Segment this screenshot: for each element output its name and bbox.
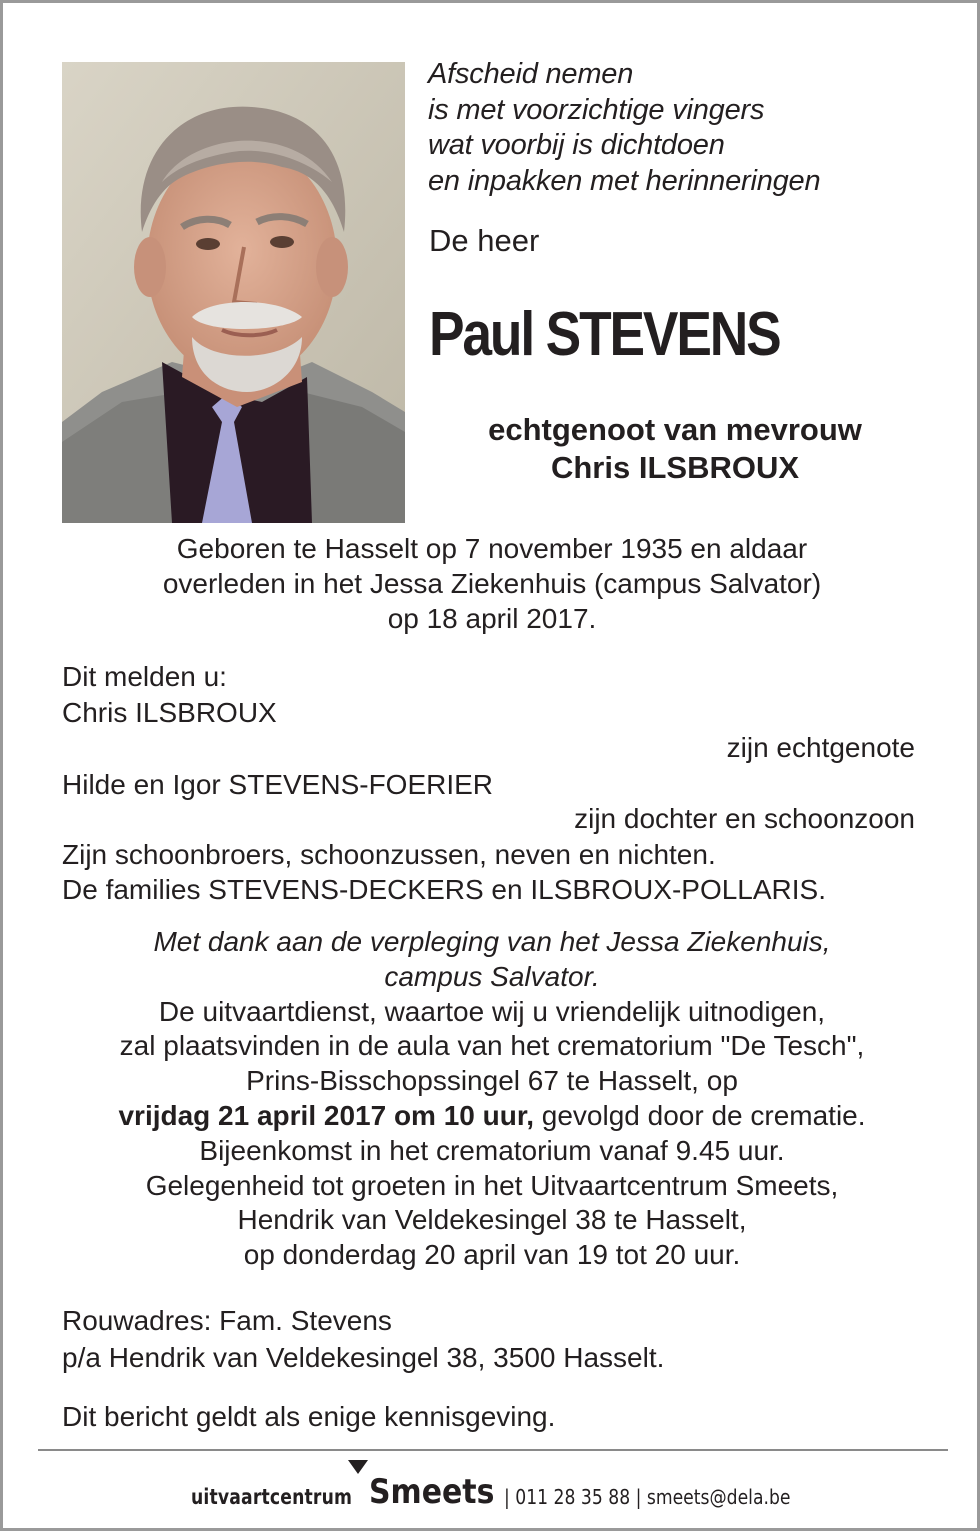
service-line: De uitvaartdienst, waartoe wij u vriendelijk uitnodigen, [158, 995, 826, 1027]
service-line: op donderdag 20 april van 19 tot 20 uur. [243, 1239, 741, 1271]
death-line: overleden in het Jessa Ziekenhuis (campus Salvator) [162, 567, 822, 599]
birth-line: Geboren te Hasselt op 7 november 1935 en aldaar [176, 533, 808, 564]
spouse-line: echtgenoot van mevrouw [488, 412, 862, 447]
spouse-name: Chris ILSBROUX [550, 450, 800, 485]
service-line: Prins-Bisschopssingel 67 te Hasselt, op [246, 1065, 738, 1097]
service-date: vrijdag 21 april 2017 om 10 uur, [118, 1099, 534, 1131]
service-line: zal plaatsvinden in de aula van het crematorium "De Tesch", [119, 1030, 865, 1062]
poem-line: wat voorbij is dichtdoen [428, 129, 725, 161]
deceased-name: Paul STEVENS [429, 300, 780, 369]
service-line: Gelegenheid tot groeten in het Uitvaartcentrum Smeets, [145, 1169, 839, 1201]
service-date-line [3, 1099, 980, 1134]
death-date-line: op 18 april 2017. [387, 602, 597, 634]
announce-other: De families STEVENS-DECKERS en ILSBROUX-POLLARIS. [62, 874, 827, 905]
portrait-photo [62, 62, 405, 523]
poem-line: is met voorzichtige vingers [428, 93, 765, 126]
announce-name: Chris ILSBROUX [62, 697, 277, 728]
poem-line: en inpakken met herinneringen [428, 164, 821, 197]
footer-divider [38, 1449, 948, 1451]
announce-relation: zijn dochter en schoonzoon [574, 803, 915, 834]
footer-prefix: uitvaartcentrum [191, 1485, 353, 1509]
address-line: Rouwadres: Fam. Stevens [62, 1305, 392, 1336]
announce-intro: Dit melden u: [62, 661, 227, 692]
service-date-rest: gevolgd door de crematie. [534, 1099, 866, 1131]
thanks-line: Met dank aan de verpleging van het Jessa Ziekenhuis, [153, 926, 831, 957]
spouse-block [405, 411, 945, 487]
thanks-line: campus Salvator. [384, 960, 600, 992]
triangle-marker-icon [348, 1460, 368, 1474]
honorific: De heer [429, 223, 540, 258]
poem [428, 57, 820, 199]
announce-other: Zijn schoonbroers, schoonzussen, neven en nichten. [62, 839, 716, 870]
notice-line: Dit bericht geldt als enige kennisgeving. [62, 1401, 556, 1432]
poem-line: Afscheid nemen [428, 58, 634, 90]
address-line: p/a Hendrik van Veldekesingel 38, 3500 Hasselt. [62, 1342, 665, 1373]
footer-brand-logo: Smeets [369, 1472, 495, 1512]
service-line: Bijeenkomst in het crematorium vanaf 9.45 uur. [199, 1134, 785, 1166]
announce-relation: zijn echtgenote [726, 732, 915, 763]
service-line: Hendrik van Veldekesingel 38 te Hasselt, [237, 1204, 747, 1236]
birth-death-info [3, 532, 980, 636]
funeral-details [3, 925, 980, 1273]
footer-contact: | 011 28 35 88 | smeets@dela.be [504, 1485, 791, 1509]
announce-name: Hilde en Igor STEVENS-FOERIER [62, 769, 494, 800]
